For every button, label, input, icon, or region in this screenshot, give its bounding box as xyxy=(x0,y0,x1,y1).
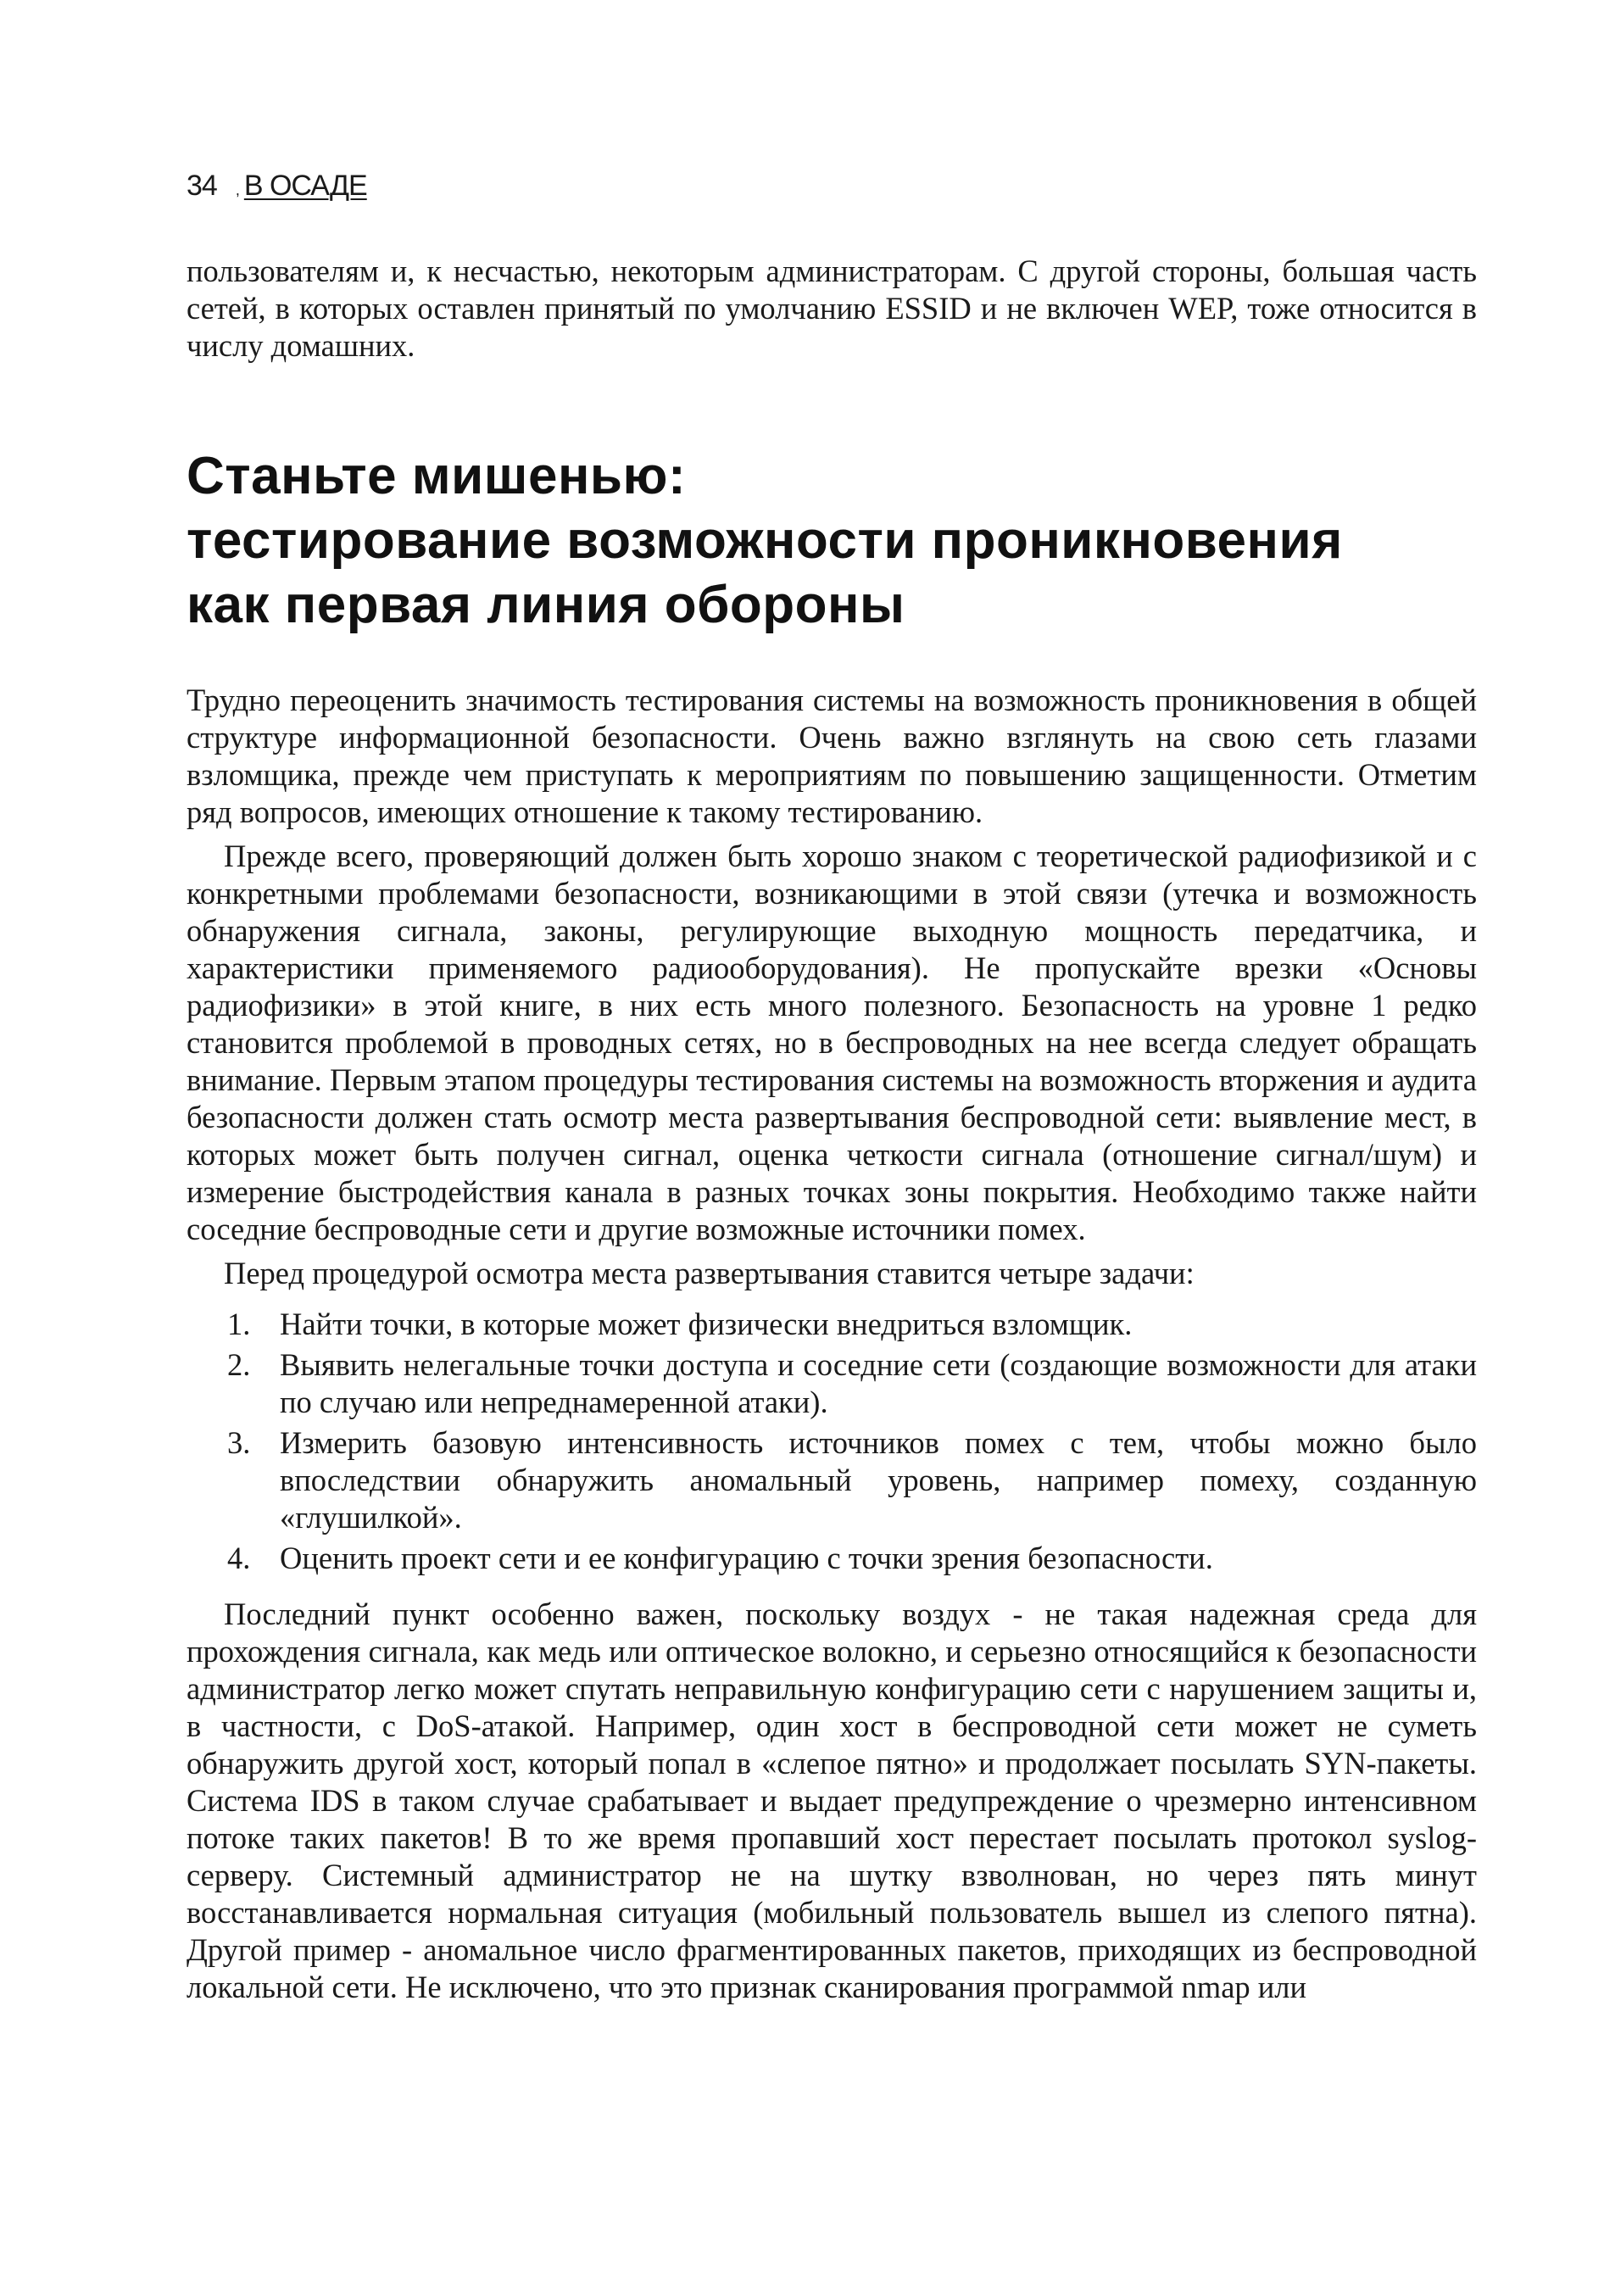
section-heading xyxy=(187,444,1477,638)
list-item-number: 2. xyxy=(227,1347,251,1382)
list-item-text: Оценить проект сети и ее конфигурацию с точки зрения безопасности. xyxy=(280,1541,1213,1575)
body-paragraph: Прежде всего, проверяющий должен быть хорошо знаком с теоретической радиофизикой и с конкретными проблемами безопасности, возникающими в этой связи (утечка и возможность обнаружения сигнала, законы, регулирующие выходную мощность передатчика, и характеристики применяемого радиооборудования). Не пропускайте врезки «Основы радиофизики» в этой книге, в них есть много полезного. Безопасность на уровне 1 редко становится проблемой в проводных сетях, но в беспроводных на нее всегда следует обращать внимание. Первым этапом процедуры тестирования системы на возможность вторжения и аудита безопасности должен стать осмотр места развертывания беспроводной сети: выявление мест, в которых может быть получен сигнал, оценка четкости сигнала (отношение сигнал/шум) и измерение быстродействия канала в разных точках зоны покрытия. Необходимо также найти соседние беспроводные сети и другие возможные источники помех. xyxy=(187,839,1477,1246)
body-paragraph: Трудно переоценить значимость тестирования системы на возможность проникновения в общей структуре информационной безопасности. Очень важно взглянуть на свою сеть глазами взломщика, прежде чем приступать к мероприятиям по повышению защищенности. Отметим ряд вопросов, имеющих отношение к такому тестированию. xyxy=(187,683,1477,829)
section-heading-line: Станьте мишенью: xyxy=(187,447,687,505)
list-item-text: Найти точки, в которые может физически внедриться взломщик. xyxy=(280,1307,1133,1341)
list-item xyxy=(187,1346,1477,1421)
running-header xyxy=(187,170,1477,210)
page-number: 34 xyxy=(187,170,217,202)
list-item-text: Измерить базовую интенсивность источников помех с тем, чтобы можно было впоследствии обнаружить аномальный уровень, например помеху, созданную «глушилкой». xyxy=(280,1425,1477,1535)
running-title: В ОСАДЕ xyxy=(243,170,367,202)
task-list xyxy=(187,1306,1477,1577)
closing-paragraph: Последний пункт особенно важен, поскольку воздух - не такая надежная среда для прохождения сигнала, как медь или оптическое волокно, и серьезно относящийся к безопасности администратор легко может спутать неправильную конфигурацию сети с нарушением защиты и, в частности, с DoS-атакой. Например, один хост в беспроводной сети может не суметь обнаружить другой хост, который попал в «слепое пятно» и продолжает посылать SYN-пакеты. Система IDS в таком случае срабатывает и выдает предупреждение о чрезмерно интенсивном потоке таких пакетов! В то же время пропавший хост перестает посылать протокол syslog-серверу. Системный администратор не на шутку взволнован, но через пять минут восстанавливается нормальная ситуация (мобильный пользователь вышел из слепого пятна). Другой пример - аномальное число фрагментированных пакетов, приходящих из беспроводной локальной сети. Не исключено, что это признак сканирования программой nmap или xyxy=(187,1597,1477,2004)
intro-paragraph: пользователям и, к несчастью, некоторым администраторам. С другой стороны, большая часть сетей, в которых оставлен принятый по умолчанию ESSID и не включен WEP, тоже относится в числу домашних. xyxy=(187,254,1477,363)
header-mark: , xyxy=(235,181,239,198)
section-heading-line: как первая линия обороны xyxy=(187,576,905,634)
list-item-text: Выявить нелегальные точки доступа и соседние сети (создающие возможности для атаки по случаю или непреднамеренной атаки). xyxy=(280,1347,1477,1419)
book-page xyxy=(187,170,1477,2006)
list-item xyxy=(187,1306,1477,1343)
list-item-number: 4. xyxy=(227,1541,251,1575)
list-item-number: 3. xyxy=(227,1425,251,1460)
section-heading-line: тестирование возможности проникновения xyxy=(187,511,1343,570)
list-item xyxy=(187,1424,1477,1536)
list-item xyxy=(187,1540,1477,1577)
list-item-number: 1. xyxy=(227,1307,251,1341)
body-paragraph: Перед процедурой осмотра места развертывания ставится четыре задачи: xyxy=(224,1256,1195,1290)
